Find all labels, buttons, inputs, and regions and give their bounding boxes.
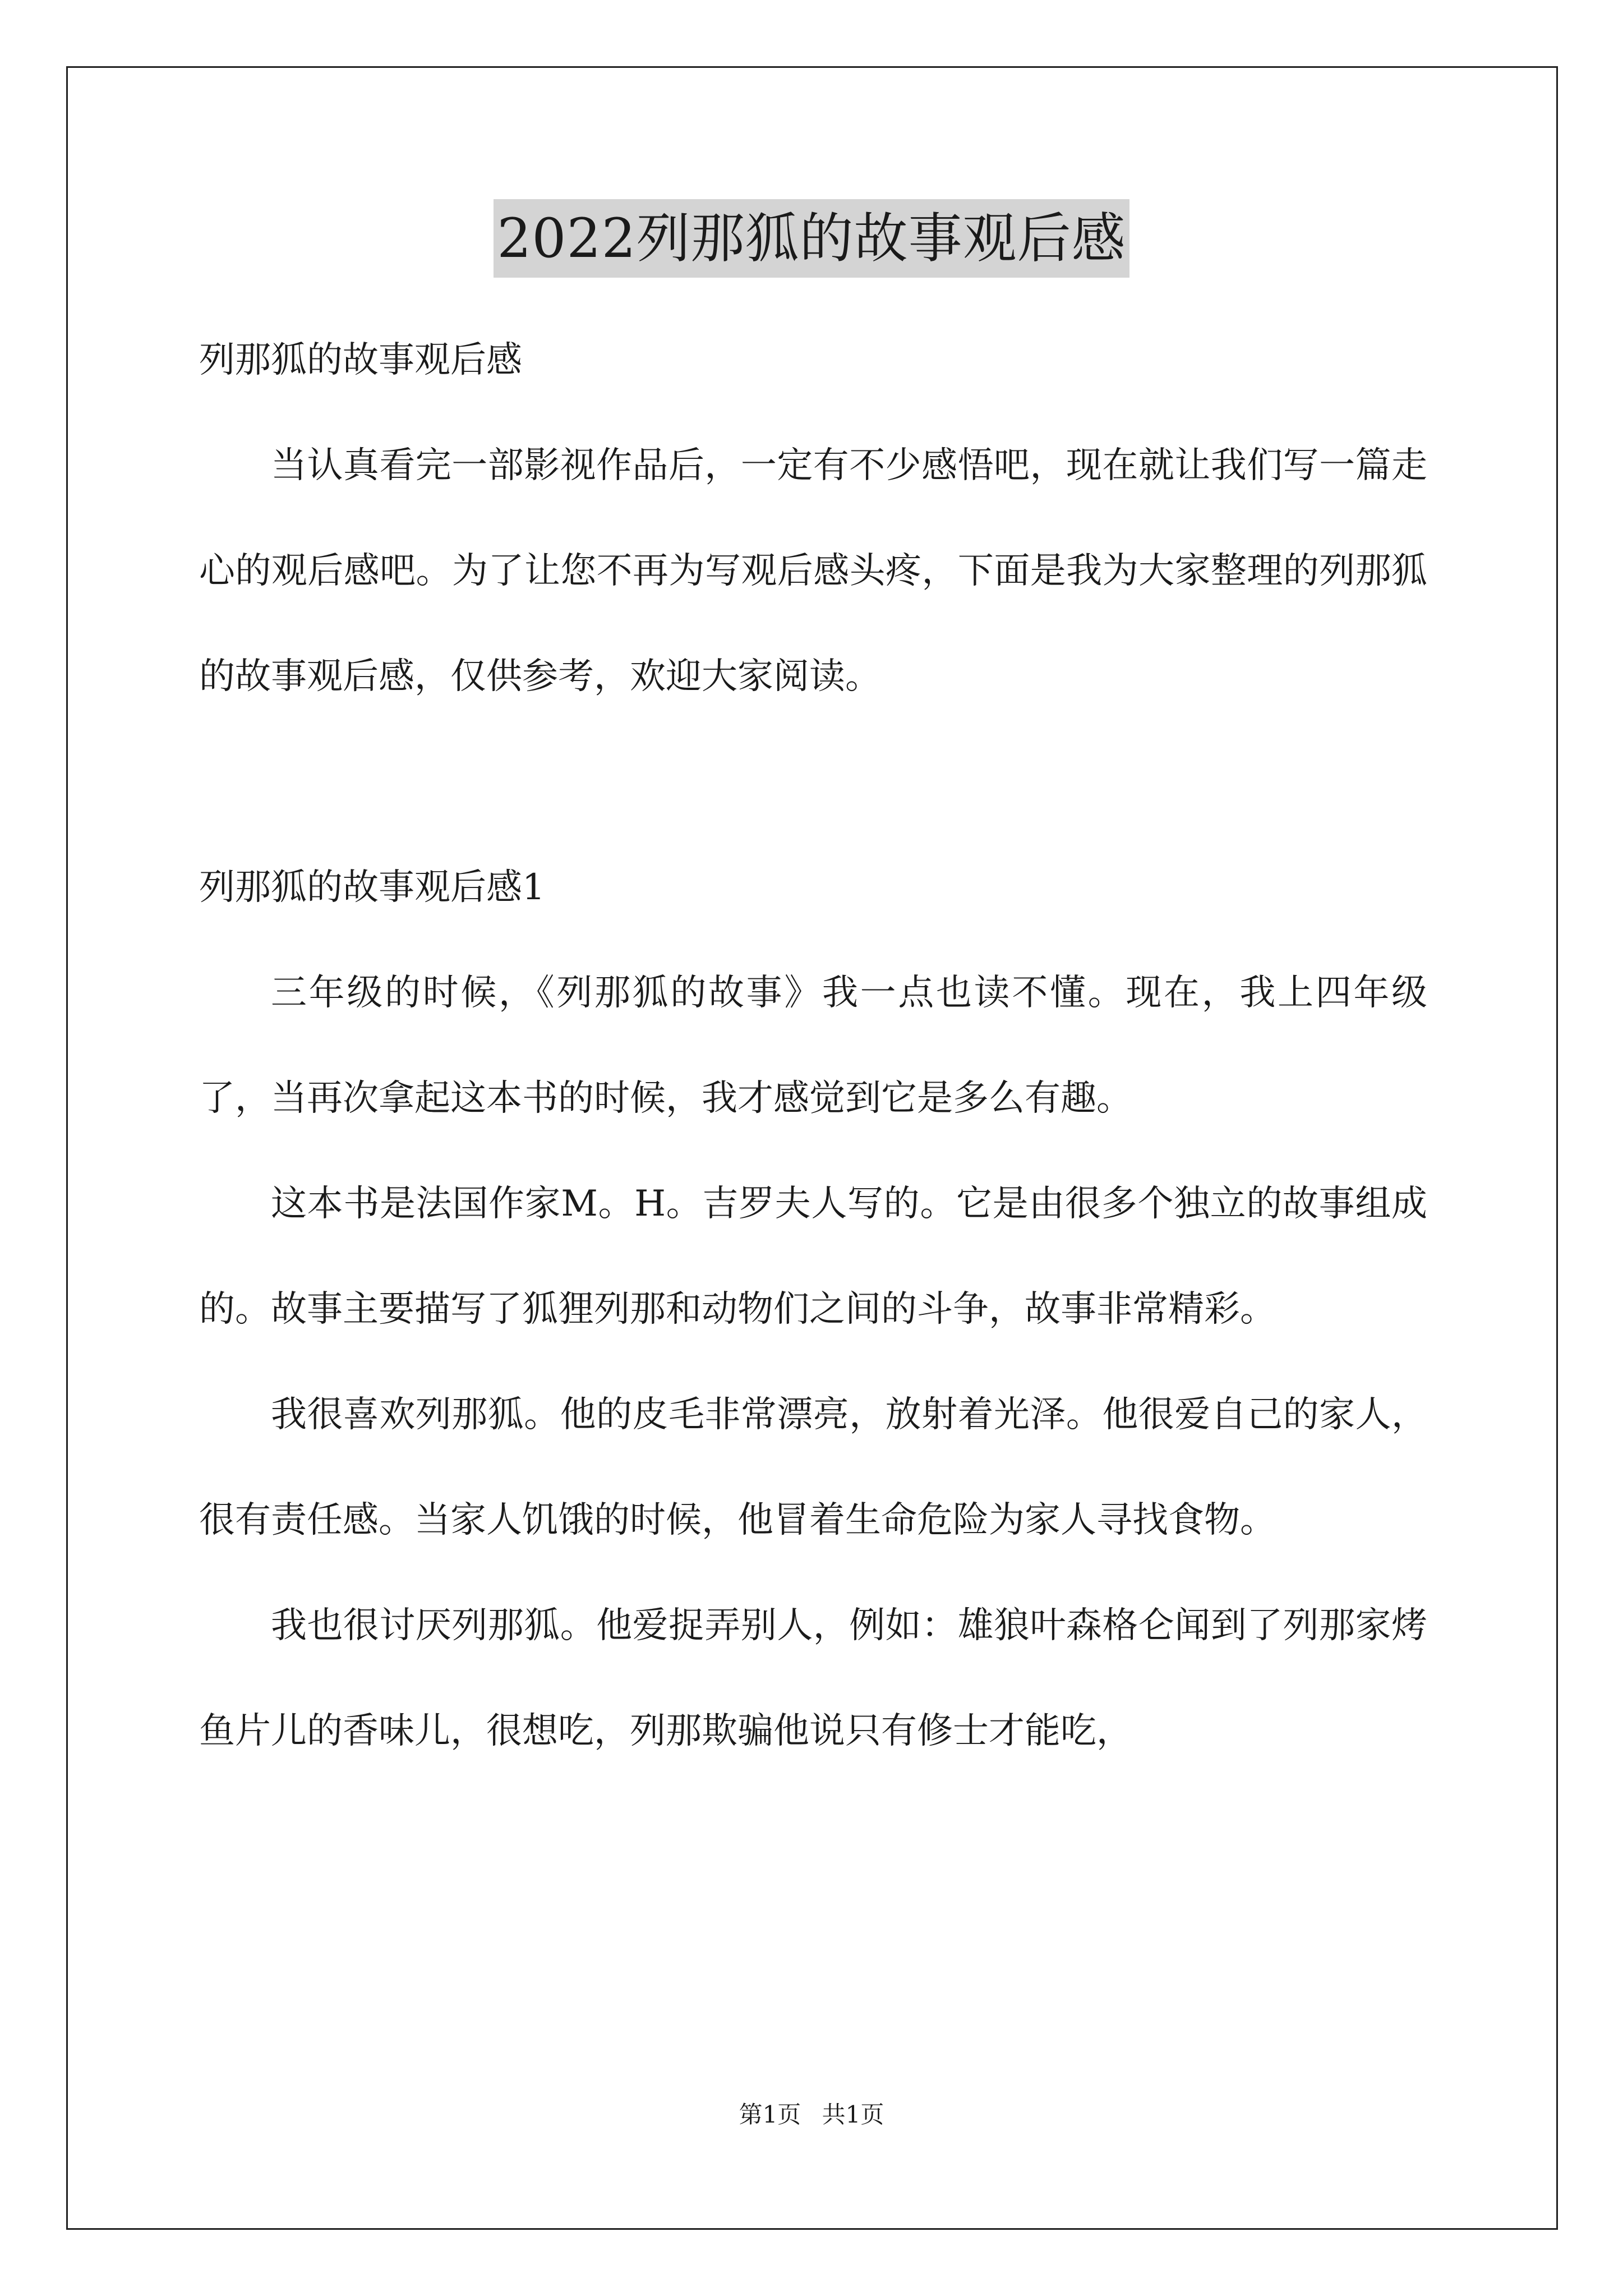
section-heading: 列那狐的故事观后感1	[199, 867, 545, 908]
spacer	[199, 729, 1427, 835]
subtitle: 列那狐的故事观后感	[199, 339, 522, 381]
document-title: 2022列那狐的故事观后感	[494, 199, 1129, 278]
document-body	[199, 307, 1427, 1784]
body-paragraph: 三年级的时候，《列那狐的故事》我一点也读不懂。现在，我上四年级了，当再次拿起这本书的时候，我才感觉到它是多么有趣。	[199, 972, 1427, 1119]
page-footer	[0, 2098, 1623, 2132]
title-container	[0, 199, 1623, 278]
intro-paragraph: 当认真看完一部影视作品后，一定有不少感悟吧，现在就让我们写一篇走心的观后感吧。为了让您不再为写观后感头疼，下面是我为大家整理的列那狐的故事观后感，仅供参考，欢迎大家阅读。	[199, 445, 1427, 697]
page-total: 共1页	[822, 2101, 884, 2128]
body-paragraph: 我很喜欢列那狐。他的皮毛非常漂亮，放射着光泽。他很爱自己的家人，很有责任感。当家人饥饿的时候，他冒着生命危险为家人寻找食物。	[199, 1394, 1427, 1541]
page-number: 第1页	[739, 2101, 801, 2128]
body-paragraph: 我也很讨厌列那狐。他爱捉弄别人，例如：雄狼叶森格仑闻到了列那家烤鱼片儿的香味儿，很想吃，列那欺骗他说只有修士才能吃，	[199, 1605, 1427, 1752]
body-paragraph: 这本书是法国作家M。H。吉罗夫人写的。它是由很多个独立的故事组成的。故事主要描写了狐狸列那和动物们之间的斗争，故事非常精彩。	[199, 1183, 1427, 1330]
